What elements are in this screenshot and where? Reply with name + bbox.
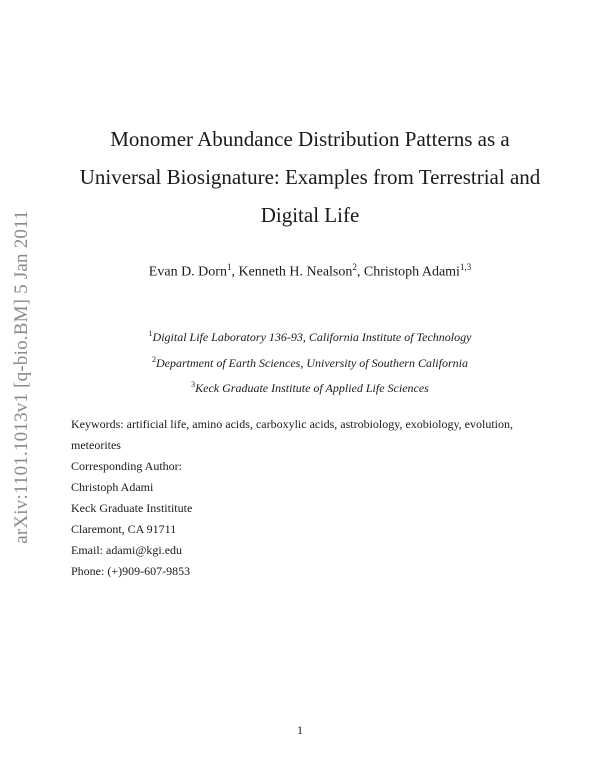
arxiv-identifier: arXiv:1101.1013v1 [q-bio.BM] 5 Jan 2011 [11, 210, 32, 544]
author-name: Evan D. Dorn [148, 264, 227, 280]
affiliation [60, 323, 560, 349]
corresponding-author-heading: Corresponding Author: [71, 459, 182, 473]
author-affiliation-mark: 1 [226, 262, 232, 272]
front-matter-info [71, 414, 541, 582]
author-affiliation-mark: 2 [352, 262, 357, 272]
title-line: Universal Biosignature: Examples from Terrestrial and [79, 165, 541, 189]
title-line: Monomer Abundance Distribution Patterns as a [110, 127, 510, 151]
page-number: 1 [297, 723, 303, 737]
affiliation [60, 374, 560, 400]
affiliation-text: Digital Life Laboratory 136-93, California Institute of Technology [152, 330, 472, 344]
corresponding-author-address: Claremont, CA 91711 [71, 522, 177, 536]
affiliation-text: Department of Earth Sciences, University of Southern California [156, 355, 468, 370]
corresponding-author-email: Email: adami@kgi.edu [71, 543, 183, 557]
keywords: Keywords: artificial life, amino acids, carboxylic acids, astrobiology, exobiology, evolution, meteorites [71, 417, 513, 452]
corresponding-author-name: Christoph Adami [71, 480, 154, 494]
paper-title [60, 120, 560, 234]
affiliation [60, 349, 560, 375]
affiliation-text: Keck Graduate Institute of Applied Life Sciences [195, 381, 429, 395]
affiliation-number: 3 [191, 380, 196, 389]
corresponding-author-phone: Phone: (+)909-607-9853 [71, 564, 191, 578]
author-list: Evan D. Dorn$^1$, Kenneth H. Nealson$^2$, Christoph Adami$^{1,3}$ [148, 262, 472, 280]
corresponding-author-institution: Keck Graduate Instititute [71, 501, 193, 515]
title-line: Digital Life [260, 203, 360, 227]
author-name: Kenneth H. Nealson [238, 264, 353, 280]
author-affiliation-mark: 1,3 [459, 262, 472, 272]
author-name: Christoph Adami [363, 264, 460, 280]
affiliation-list [60, 323, 560, 400]
affiliation-number: 1 [148, 329, 153, 338]
affiliation-number: 2 [152, 354, 157, 364]
